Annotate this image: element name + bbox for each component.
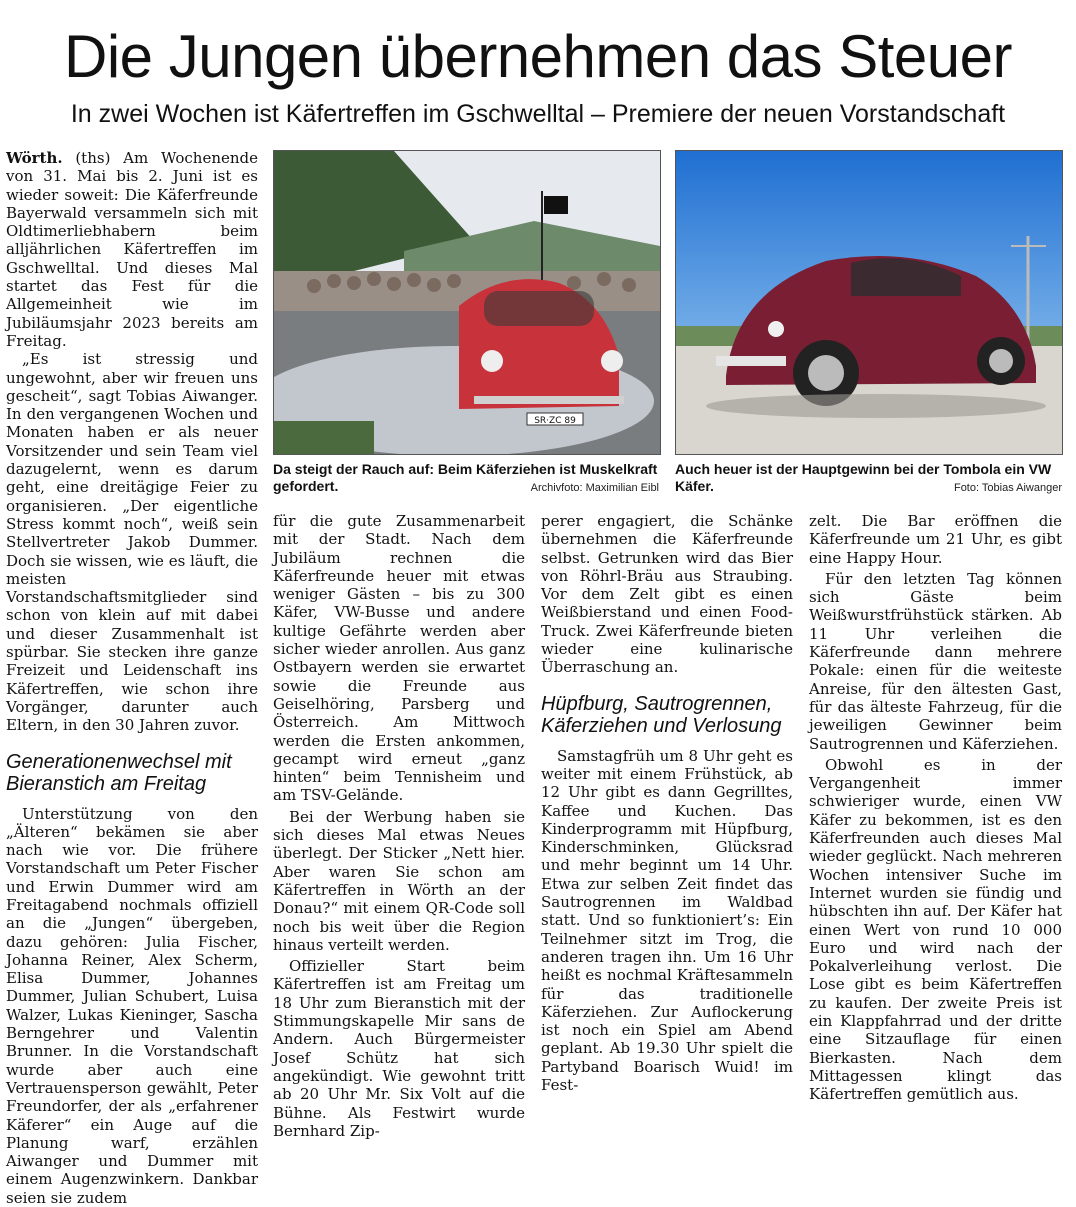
paragraph [6,149,258,350]
section-heading: Hüpfburg, Sautrogrennen, Käferziehen und Verlosung [541,693,793,737]
paragraph-text: (ths) Am Wochenende von 31. Mai bis 2. Juni ist es wieder soweit: Die Käferfreunde Bayerwald versammeln sich mit Oldtimerliebhabern beim alljährlichen Käfertreffen im Gschwelltal. Und dieses Mal startet das Fest für die Allgemeinheit wie im Jubiläumsjahr 2023 bereits am Freitag. [6,149,258,350]
column-1 [6,149,258,1207]
photo-kaeferziehen [273,150,661,455]
dateline: Wörth. [6,149,63,167]
photo-tombola-kaefer [675,150,1063,455]
column-2 [273,512,525,1140]
photo-credit: Foto: Tobias Aiwanger [820,482,1062,495]
paragraph: Samstagfrüh um 8 Uhr geht es weiter mit einem Frühstück, ab 12 Uhr gibt es dann Gegrilltes, Kaffee und Kuchen. Das Kinderprogramm mit Hüpfburg, Kinderschminken, Glücksrad und mehr beginnt um 14 Uhr. Etwa zur selben Zeit findet das Sautrogrennen im Waldbad statt. Und so funktioniert’s: Ein Teilnehmer sitzt im Trog, die anderen tragen ihn. Um 16 Uhr heißt es nochmal Kräftesammeln für das traditionelle Käferziehen. Zur Auflockerung ist noch ein Spiel am Abend geplant. Ab 19.30 Uhr spielt die Partyband Boarisch Wuid! im Fest- [541,747,793,1095]
photo-credit: Archivfoto: Maximilian Eibl [420,482,659,495]
paragraph: Unterstützung von den „Älteren“ bekämen sie aber nach wie vor. Die frühere Vorstandschaft um Peter Fischer und Erwin Dummer wird am Freitagabend nochmals offiziell an die „Jungen“ übergeben, dazu gehören: Julia Fischer, Johanna Reiner, Alex Scherm, Elisa Dummer, Johannes Dummer, Julian Schubert, Luisa Walzer, Lukas Kieninger, Sascha Berngehrer und Valentin Brunner. In die Vorstandschaft wurde aber auch eine Vertrauensperson gewählt, Peter Freundorfer, der als „erfahrener Käferer“ ein Auge auf die Planung warf, erzählen Aiwanger und Dummer mit einem Augenzwinkern. Dankbar seien sie zudem [6,805,258,1207]
paragraph: perer engagiert, die Schänke übernehmen die Käferfreunde selbst. Getrunken wird das Bier von Röhrl-Bräu aus Straubing. Vor dem Zelt gibt es einen Weißbierstand und einen Food-Truck. Zwei Käferfreunde bieten wieder eine kulinarische Überraschung an. [541,512,793,677]
column-3 [541,512,793,1094]
photo-caption: Auch heuer ist der Hauptgewinn bei der Tombola ein VW Käfer. [675,461,1065,495]
paragraph: „Es ist stressig und ungewohnt, aber wir freuen uns gescheit“, sagt Tobias Aiwanger. In den vergangenen Wochen und Monaten haben er als neuer Vorsitzender und sein Team viel dazugelernt, wenn es darum geht, eine dreitägige Feier zu organisieren. „Der eigentliche Stress kommt noch“, weiß sein Stellvertreter Jakob Dummer. Doch sie wissen, wie es läuft, die meisten Vorstandschaftsmitglieder sind schon von klein auf mit dabei und dieser Zusammenhalt ist spürbar. Sie stecken ihre ganze Freizeit und Leidenschaft ins Käfertreffen, wie schon ihre Vorgänger, darunter auch Eltern, in den 30 Jahren zuvor. [6,350,258,734]
column-4 [809,512,1062,1104]
paragraph: Obwohl es in der Vergangenheit immer schwieriger wurde, einen VW Käfer zu bekommen, ist es den Käferfreunden auch dieses Mal wieder geglückt. Nach mehreren Wochen intensiver Suche im Internet wurden sie fündig und hübschten ihn auf. Der Käfer hat einen Wert von rund 10 000 Euro und wird nach der Pokalverleihung verlost. Die Lose gibt es beim Käfertreffen zu kaufen. Der zweite Preis ist ein Klappfahrrad und der dritte eine Sitzauflage für einen Bierkasten. Nach dem Mittagessen klingt das Käfertreffen gemütlich aus. [809,756,1062,1104]
section-heading: Generationenwechsel mit Bieranstich am Freitag [6,751,258,795]
subheadline: In zwei Wochen ist Käfertreffen im Gschwelltal – Premiere der neuen Vorstandschaft [0,98,1076,130]
photo-kaeferziehen-image [274,151,660,454]
paragraph: Für den letzten Tag können sich Gäste beim Weißwurstfrühstück stärken. Ab 11 Uhr verleihen die Käferfreunde dann mehrere Pokale: einen für die weiteste Anreise, für den ältesten Gast, für das älteste Fahrzeug, für die jeweiligen Gewinner beim Sautrogrennen und Käferziehen. [809,570,1062,753]
photo-tombola-kaefer-image [676,151,1062,454]
license-plate: SR·ZC 89 [534,416,576,426]
headline: Die Jungen übernehmen das Steuer [0,18,1076,96]
paragraph: Bei der Werbung haben sie sich dieses Mal etwas Neues überlegt. Der Sticker „Nett hier. Aber waren Sie schon am Käfertreffen in Wörth an der Donau?“ mit einem QR-Code soll noch bis weit über die Region hinaus verteilt werden. [273,808,525,954]
paragraph: für die gute Zusammenarbeit mit der Stadt. Nach dem Jubiläum rechnen die Käferfreunde heuer mit etwas weniger Gästen – bis zu 300 Käfer, VW-Busse und andere kultige Gefährte werden aber sicher wieder anrollen. Aus ganz Ostbayern werden sie erwartet sowie die Freunde aus Geiselhöring, Parsberg und Österreich. Am Mittwoch werden die Ersten ankommen, gecampt wird erneut „ganz hinten“ beim Tennisheim und am TSV-Gelände. [273,512,525,805]
paragraph: zelt. Die Bar eröffnen die Käferfreunde um 21 Uhr, es gibt eine Happy Hour. [809,512,1062,567]
photo-caption: Da steigt der Rauch auf: Beim Käferziehen ist Muskelkraft gefordert. [273,461,665,495]
paragraph: Offizieller Start beim Käfertreffen ist am Freitag um 18 Uhr zum Bieranstich mit der Stimmungskapelle Mir sans de Andern. Auch Bürgermeister Josef Schütz hat sich angekündigt. Wie gewohnt tritt ab 20 Uhr Mr. Six Volt auf die Bühne. Als Festwirt wurde Bernhard Zip- [273,957,525,1140]
